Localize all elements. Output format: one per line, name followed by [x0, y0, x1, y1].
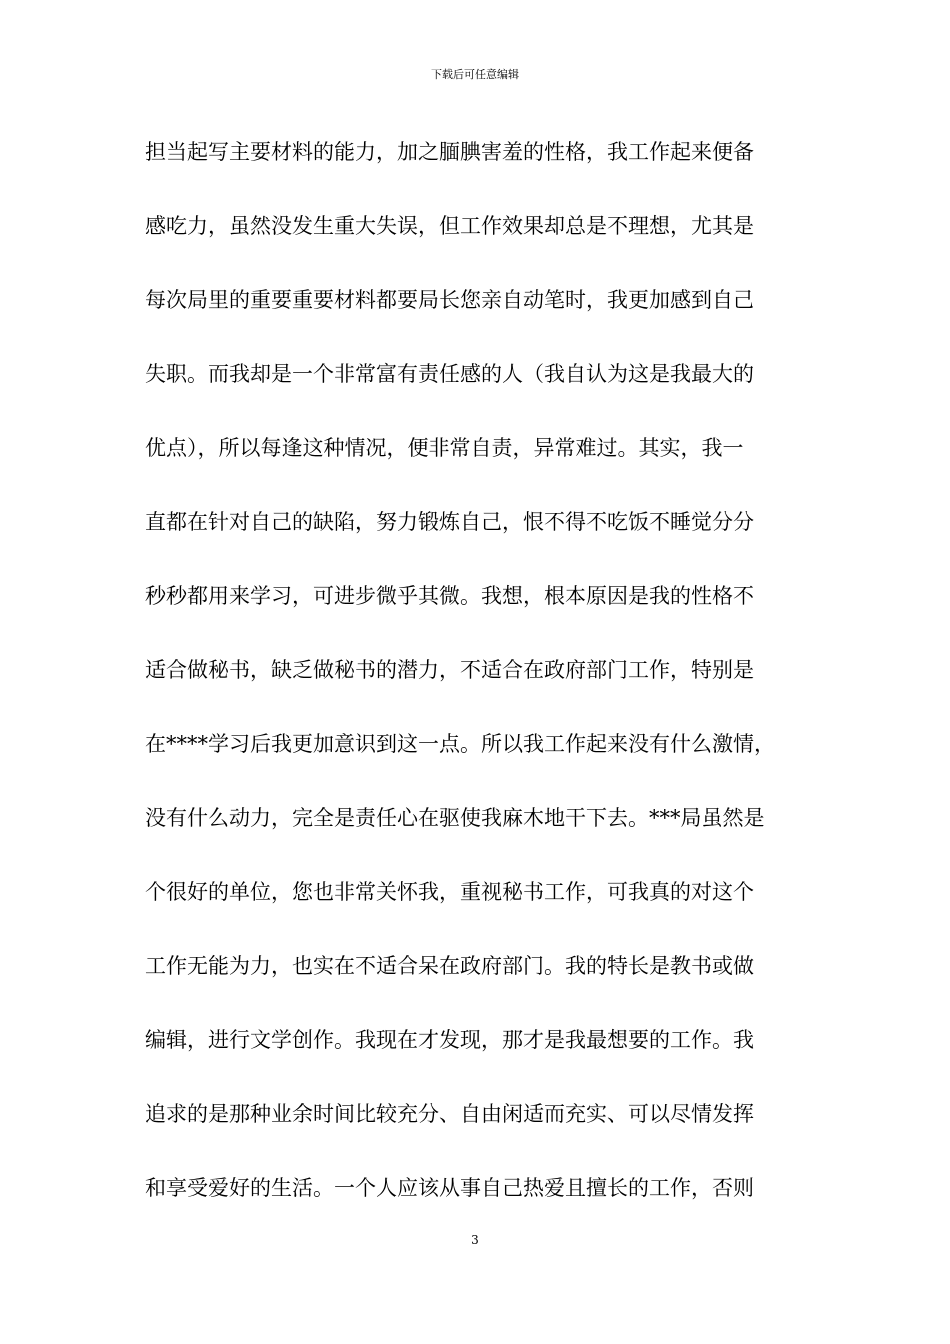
- text-line: 秒秒都用来学习，可进步微乎其微。我想，根本原因是我的性格不: [145, 584, 754, 608]
- text-line: 没有什么动力，完全是责任心在驱使我麻木地干下去。***局虽然是: [145, 806, 765, 830]
- text-line: 个很好的单位，您也非常关怀我，重视秘书工作，可我真的对这个: [145, 880, 754, 904]
- text-line: 在****学习后我更加意识到这一点。所以我工作起来没有什么激情，: [145, 732, 775, 756]
- page-header: 下载后可任意编辑: [431, 68, 519, 81]
- text-line: 失职。而我却是一个非常富有责任感的人（我自认为这是我最大的: [145, 362, 754, 386]
- text-line: 工作无能为力，也实在不适合呆在政府部门。我的特长是教书或做: [145, 954, 754, 978]
- body-text: [145, 132, 835, 1242]
- page-number: 3: [471, 1233, 479, 1247]
- text-line: 编辑，进行文学创作。我现在才发现，那才是我最想要的工作。我: [145, 1028, 754, 1052]
- text-line: 担当起写主要材料的能力，加之腼腆害羞的性格，我工作起来便备: [145, 140, 754, 164]
- text-line: 优点），所以每逢这种情况，便非常自责，异常难过。其实，我一: [145, 436, 744, 460]
- text-line: 感吃力，虽然没发生重大失误，但工作效果却总是不理想，尤其是: [145, 214, 754, 238]
- text-line: 直都在针对自己的缺陷，努力锻炼自己，恨不得不吃饭不睡觉分分: [145, 510, 754, 534]
- text-line: 每次局里的重要重要材料都要局长您亲自动笔时，我更加感到自己: [145, 288, 754, 312]
- text-line: 和享受爱好的生活。一个人应该从事自己热爱且擅长的工作，否则: [145, 1176, 754, 1200]
- text-line: 适合做秘书，缺乏做秘书的潜力，不适合在政府部门工作，特别是: [145, 658, 754, 682]
- text-line: 追求的是那种业余时间比较充分、自由闲适而充实、可以尽情发挥: [145, 1102, 754, 1126]
